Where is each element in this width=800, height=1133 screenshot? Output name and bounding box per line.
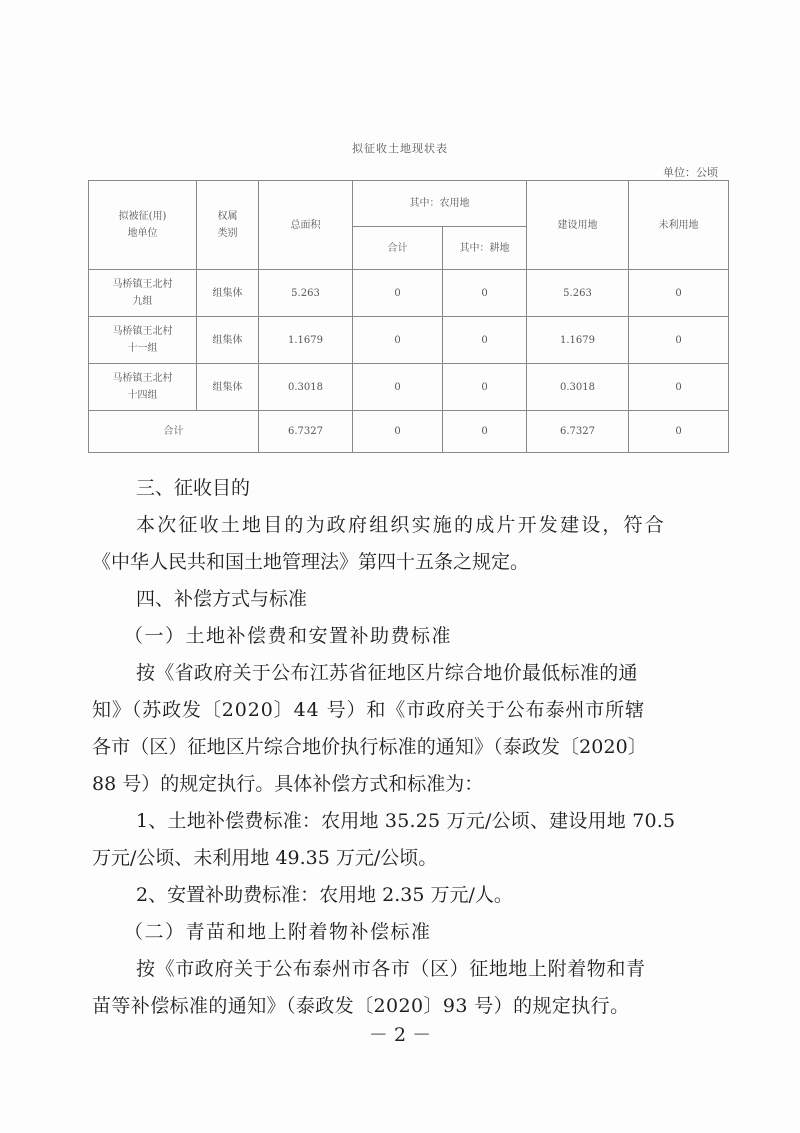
header-unit-name (89, 181, 197, 270)
cell-unit-name-line2: 九组 (132, 296, 153, 307)
cell-arable: 0 (443, 270, 527, 317)
paragraph-line: 1、土地补偿费标准：农用地 35.25 万元/公顷、建设用地 70.5 (136, 810, 676, 832)
cell-unit-name-line2: 十四组 (127, 390, 158, 401)
header-subtotal: 合计 (353, 227, 443, 270)
cell-unused: 0 (629, 411, 729, 453)
cell-agri-total: 0 (353, 364, 443, 411)
table-row (89, 364, 729, 411)
cell-arable: 0 (443, 317, 527, 364)
cell-construction: 0.3018 (527, 364, 629, 411)
paragraph-line: 《中华人民共和国土地管理法》第四十五条之规定。 (92, 551, 530, 573)
header-total-area: 总面积 (259, 181, 353, 270)
paragraph-line: 2、安置补助费标准：农用地 2.35 万元/人。 (136, 884, 513, 906)
section-heading-purpose: 三、征收目的 (136, 477, 251, 499)
cell-unused: 0 (629, 317, 729, 364)
land-status-table (88, 180, 729, 453)
cell-total-label: 合计 (89, 411, 259, 453)
cell-agri-total: 0 (353, 270, 443, 317)
paragraph-line: 按《省政府关于公布江苏省征地区片综合地价最低标准的通 (136, 662, 638, 684)
table-unit: 单位：公顷 (663, 166, 718, 179)
cell-total: 0.3018 (259, 364, 353, 411)
paragraph-line: 各市（区）征地区片综合地价执行标准的通知》（泰政发〔2020〕 (92, 736, 647, 758)
header-ownership (197, 181, 259, 270)
header-construction: 建设用地 (527, 181, 629, 270)
cell-unit-name-line1: 马桥镇王北村 (112, 326, 173, 337)
cell-ownership: 组集体 (197, 317, 259, 364)
paragraph-line: 88 号）的规定执行。具体补偿方式和标准为： (92, 773, 484, 795)
cell-unit-name (89, 270, 197, 317)
cell-unit-name-line1: 马桥镇王北村 (112, 279, 173, 290)
paragraph-line: 按《市政府关于公布泰州市各市（区）征地地上附着物和青 (136, 958, 646, 980)
cell-total: 6.7327 (259, 411, 353, 453)
cell-unit-name (89, 317, 197, 364)
cell-unused: 0 (629, 270, 729, 317)
header-of-which-agricultural: 其中：农用地 (353, 181, 527, 227)
cell-construction: 6.7327 (527, 411, 629, 453)
cell-ownership: 组集体 (197, 270, 259, 317)
cell-unit-name-line2: 十一组 (127, 343, 158, 354)
header-ownership-line1: 权属 (217, 211, 238, 222)
cell-unused: 0 (629, 364, 729, 411)
cell-construction: 5.263 (527, 270, 629, 317)
cell-agri-total: 0 (353, 411, 443, 453)
paragraph-line: 苗等补偿标准的通知》（泰政发〔2020〕93 号）的规定执行。 (92, 995, 630, 1017)
cell-arable: 0 (443, 364, 527, 411)
paragraph-line: 知》（苏政发〔2020〕44 号）和《市政府关于公布泰州市所辖 (92, 699, 645, 721)
table-total-row (89, 411, 729, 453)
cell-arable: 0 (443, 411, 527, 453)
header-ownership-line2: 类别 (217, 228, 238, 239)
table-header-row (89, 181, 729, 227)
header-unused: 未利用地 (629, 181, 729, 270)
cell-unit-name (89, 364, 197, 411)
paragraph-line: 万元/公顷、未利用地 49.35 万元/公顷。 (92, 847, 438, 869)
header-of-which-arable: 其中：耕地 (443, 227, 527, 270)
cell-total: 1.1679 (259, 317, 353, 364)
cell-total: 5.263 (259, 270, 353, 317)
cell-agri-total: 0 (353, 317, 443, 364)
cell-ownership: 组集体 (197, 364, 259, 411)
subsection-heading: （二）青苗和地上附着物补偿标准 (124, 921, 432, 943)
header-unit-name-line2: 地单位 (127, 228, 158, 239)
table-title: 拟征收土地现状表 (352, 142, 448, 155)
table-row (89, 317, 729, 364)
subsection-heading: （一）土地补偿费和安置补助费标准 (124, 625, 453, 647)
page-number: － 2 － (368, 1024, 432, 1046)
section-heading-compensation: 四、补偿方式与标准 (136, 588, 308, 610)
header-unit-name-line1: 拟被征(用) (118, 211, 167, 222)
cell-unit-name-line1: 马桥镇王北村 (112, 373, 173, 384)
paragraph-line: 本次征收土地目的为政府组织实施的成片开发建设，符合 (136, 514, 667, 536)
table-row (89, 270, 729, 317)
cell-construction: 1.1679 (527, 317, 629, 364)
